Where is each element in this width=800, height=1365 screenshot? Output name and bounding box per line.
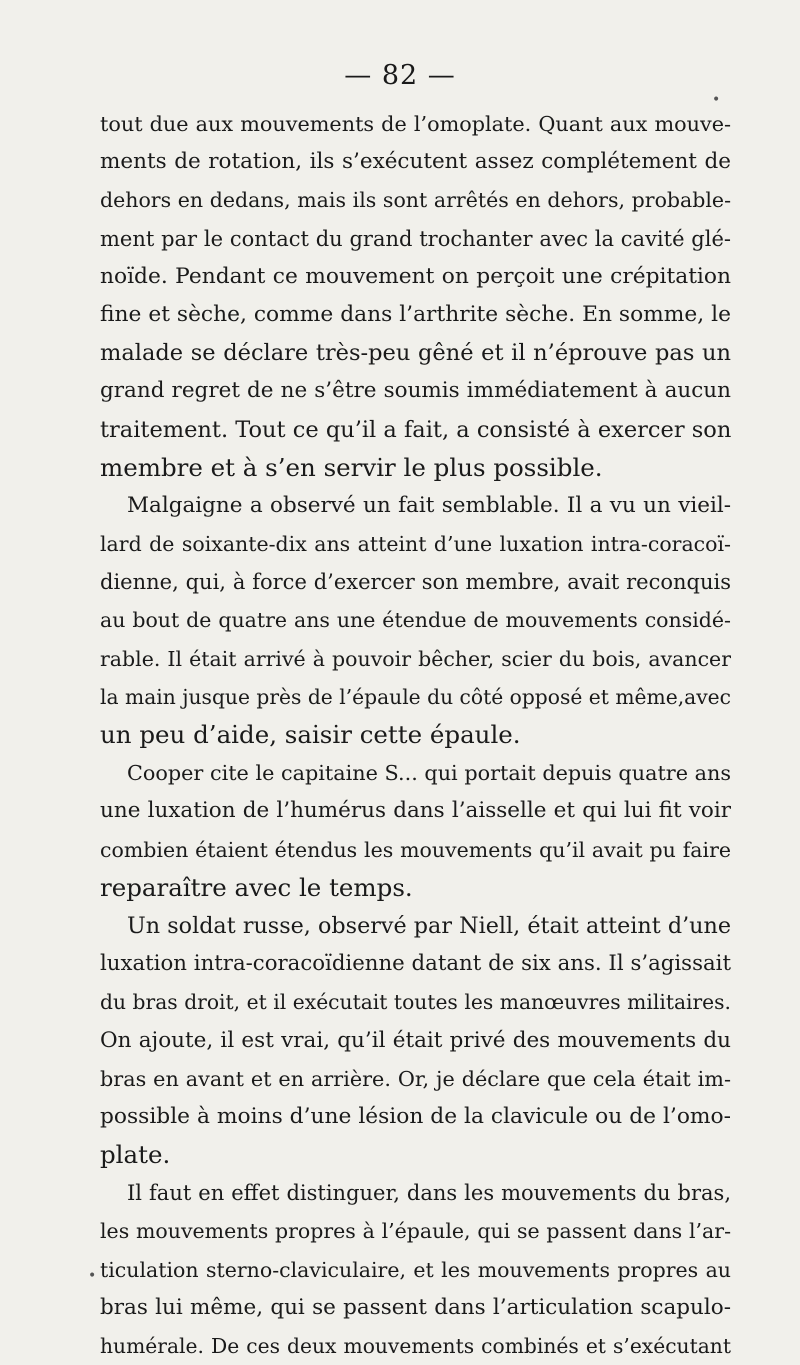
text-line: membre et à s’en servir le plus possible. bbox=[100, 452, 603, 482]
text-line: Un soldat russe, observé par Niell, était atteint d’une bbox=[127, 912, 731, 939]
text-line: plate. bbox=[100, 1140, 171, 1170]
page-number: — 82 — bbox=[344, 60, 456, 91]
text-line: combien étaient étendus les mouvements qu’il avait pu faire bbox=[100, 837, 731, 862]
text-line: Il faut en effet distinguer, dans les mouvements du bras, bbox=[127, 1181, 731, 1206]
text-line: noïde. Pendant ce mouvement on perçoit une crépitation bbox=[100, 263, 731, 289]
text-line: une luxation de l’humérus dans l’aisselle et qui lui fit voir bbox=[100, 798, 731, 824]
text-line: la main jusque près de l’épaule du côté opposé et même,avec bbox=[100, 684, 731, 709]
text-line: bras lui même, qui se passent dans l’articulation scapulo- bbox=[100, 1294, 731, 1320]
print-speck: • bbox=[712, 92, 721, 108]
text-line: bras en avant et en arrière. Or, je déclare que cela était im- bbox=[100, 1066, 731, 1091]
text-line: dienne, qui, à force d’exercer son membre, avait reconquis bbox=[100, 570, 731, 595]
text-line: les mouvements propres à l’épaule, qui se passent dans l’ar- bbox=[100, 1219, 731, 1244]
body-text bbox=[100, 105, 731, 1365]
text-line: On ajoute, il est vrai, qu’il était privé des mouvements du bbox=[100, 1027, 731, 1053]
text-line: fine et sèche, comme dans l’arthrite sèche. En somme, le bbox=[100, 301, 731, 327]
text-line: ments de rotation, ils s’exécutent assez complétement de bbox=[100, 149, 731, 175]
text-line: au bout de quatre ans une étendue de mouvements considé- bbox=[100, 608, 731, 633]
text-line: rable. Il était arrivé à pouvoir bêcher, scier du bois, avancer bbox=[100, 646, 731, 671]
text-line: humérale. De ces deux mouvements combinés et s’exécutant bbox=[100, 1334, 731, 1358]
print-speck: • bbox=[88, 1268, 97, 1284]
text-line: reparaître avec le temps. bbox=[100, 872, 413, 902]
text-line: Cooper cite le capitaine S... qui portait depuis quatre ans bbox=[127, 761, 731, 786]
text-line: malade se déclare très-peu gêné et il n’éprouve pas un bbox=[100, 340, 731, 367]
text-line: ticulation sterno-claviculaire, et les mouvements propres au bbox=[100, 1257, 731, 1282]
text-line: luxation intra-coracoïdienne datant de six ans. Il s’agissait bbox=[100, 951, 731, 977]
text-line: du bras droit, et il exécutait toutes les manœuvres militaires. bbox=[100, 990, 731, 1015]
text-line: Malgaigne a observé un fait semblable. Il a vu un vieil- bbox=[127, 492, 731, 518]
text-line: dehors en dedans, mais ils sont arrêtés en dehors, probable- bbox=[100, 188, 731, 213]
text-line: lard de soixante-dix ans atteint d’une luxation intra-coracoï- bbox=[100, 532, 731, 557]
text-line: possible à moins d’une lésion de la clavicule ou de l’omo- bbox=[100, 1103, 731, 1129]
text-line: un peu d’aide, saisir cette épaule. bbox=[100, 720, 521, 749]
text-line: traitement. Tout ce qu’il a fait, a consisté à exercer son bbox=[100, 416, 731, 443]
text-line: ment par le contact du grand trochanter avec la cavité glé- bbox=[100, 226, 731, 251]
text-line: grand regret de ne s’être soumis immédiatement à aucun bbox=[100, 378, 731, 404]
text-line: tout due aux mouvements de l’omoplate. Quant aux mouve- bbox=[100, 112, 731, 136]
